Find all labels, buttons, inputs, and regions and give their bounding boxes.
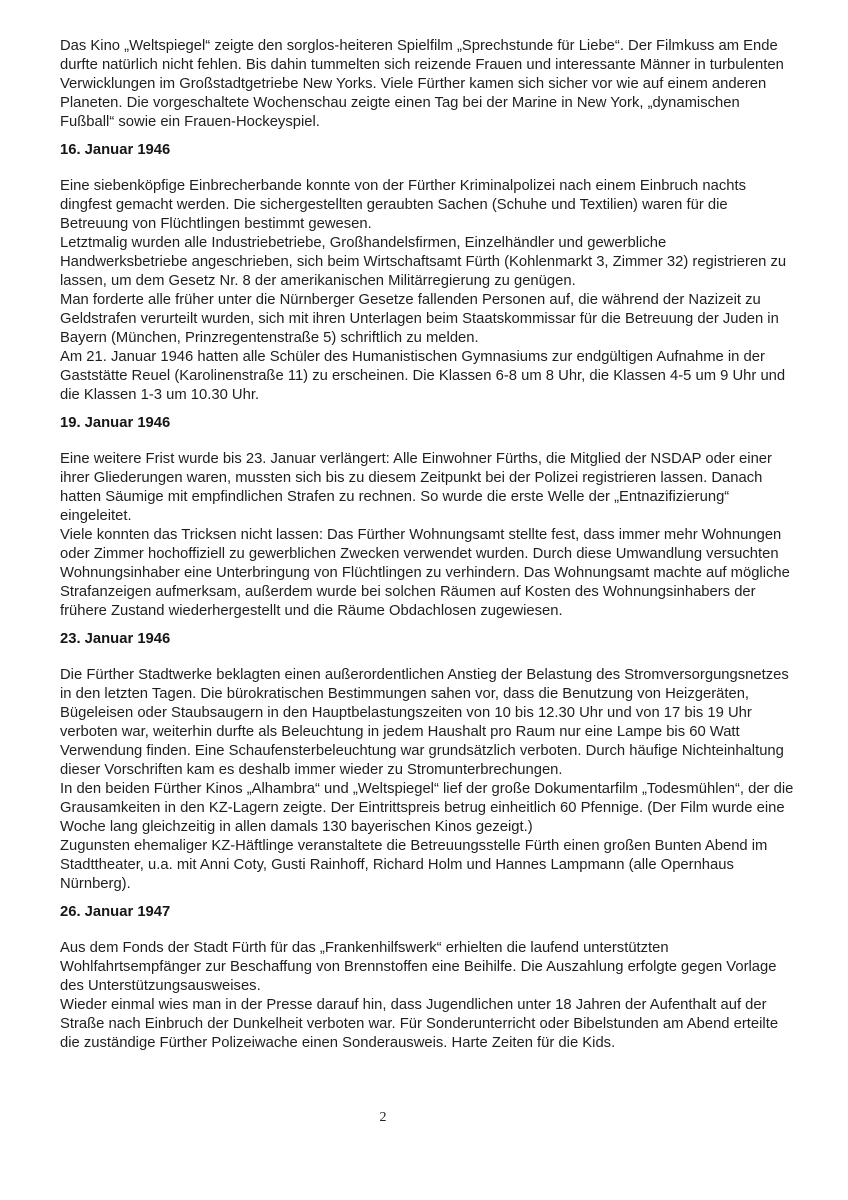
body-paragraph: In den beiden Fürther Kinos „Alhambra“ und „Weltspiegel“ lief der große Dokumentarfilm „Todesmühlen“, der die Grausamkeiten in den KZ-Lagern zeigte. Der Eintrittspreis betrug einheitlich 60 Pfennige. (Der Film wurde eine Woche lang gleichzeitig in allen damals 130 bayerischen Kinos gezeigt.) [60,781,794,835]
body-paragraph: Eine weitere Frist wurde bis 23. Januar verlängert: Alle Einwohner Fürths, die Mitglied der NSDAP oder einer ihrer Gliederungen waren, mussten sich bis zu diesem Zeitpunkt bei der Polizei registrieren lassen. Danach hatten Säumige mit empfindlichen Strafen zu rechnen. So wurde die erste Welle der „Entnazifizierung“ eingeleitet. [60,451,772,524]
body-paragraph: Man forderte alle früher unter die Nürnberger Gesetze fallenden Personen auf, die während der Nazizeit zu Geldstrafen verurteilt wurden, sich mit ihren Unterlagen beim Staatskommissar für die Betreuung der Juden in Bayern (München, Prinzregentenstraße 5) schriftlich zu melden. [60,292,779,346]
section-heading-23-januar-1946: 23. Januar 1946 [60,631,171,647]
body-paragraph: Viele konnten das Tricksen nicht lassen: Das Fürther Wohnungsamt stellte fest, dass immer mehr Wohnungen oder Zimmer hochoffiziell zu gewerblichen Zwecken verwendet wurden. Durch diese Umwandlung versuchten Wohnungsinhaber eine Unterbringung von Flüchtlingen zu verhindern. Das Wohnungsamt machte auf mögliche Strafanzeigen aufmerksam, außerdem wurde bei solchen Räumen auf Kosten des Wohnungsinhabers der frühere Zustand wiederhergestellt und die Räume Obdachlosen zugewiesen. [60,527,790,619]
intro-paragraph: Das Kino „Weltspiegel“ zeigte den sorglos-heiteren Spielfilm „Sprechstunde für Liebe“. Der Filmkuss am Ende durfte natürlich nicht fehlen. Bis dahin tummelten sich reizende Frauen und interessante Männer in turbulenten Verwicklungen im Großstadtgetriebe New Yorks. Viele Fürther kamen sich sicher vor wie auf einem anderen Planeten. Die vorgeschaltete Wochenschau zeigte einen Tag bei der Marine in New York, „dynamischen Fußball“ sowie ein Frauen-Hockeyspiel. [60,38,784,130]
section-heading-19-januar-1946: 19. Januar 1946 [60,415,171,431]
body-paragraph: Wieder einmal wies man in der Presse darauf hin, dass Jugendlichen unter 18 Jahren der Aufenthalt auf der Straße nach Einbruch der Dunkelheit verboten war. Für Sonderunterricht oder Bibelstunden am Abend erteilte die zuständige Fürther Polizeiwache einen Sonderausweis. Harte Zeiten für die Kids. [60,997,779,1051]
body-paragraph: Eine siebenköpfige Einbrecherbande konnte von der Fürther Kriminalpolizei nach einem Einbruch nachts dingfest gemacht werden. Die sichergestellten geraubten Sachen (Schuhe und Textilien) waren für die Betreuung von Flüchtlingen bestimmt gewesen. [60,178,746,232]
body-paragraph: Aus dem Fonds der Stadt Fürth für das „Frankenhilfswerk“ erhielten die laufend unterstützten Wohlfahrtsempfänger zur Beschaffung von Brennstoffen eine Beihilfe. Die Auszahlung erfolgte gegen Vorlage des Unterstützungsausweises. [60,940,777,994]
text-block [60,37,794,1053]
body-paragraph: Die Fürther Stadtwerke beklagten einen außerordentlichen Anstieg der Belastung des Stromversorgungsnetzes in den letzten Tagen. Die bürokratischen Bestimmungen sahen vor, dass die Benutzung von Heizgeräten, Bügeleisen oder Staubsaugern in den Hauptbelastungszeiten von 10 bis 12.30 Uhr und von 17 bis 19 Uhr verboten war, weiterhin durfte als Beleuchtung in jedem Haushalt pro Raum nur eine Lampe bis 60 Watt Verwendung finden. Eine Schaufensterbeleuchtung war grundsätzlich verboten. Durch häufige Nichteinhaltung dieser Vorschriften kam es deshalb immer wieder zu Stromunterbrechungen. [60,667,789,778]
section-heading-16-januar-1946: 16. Januar 1946 [60,142,171,158]
body-paragraph: Letztmalig wurden alle Industriebetriebe, Großhandelsfirmen, Einzelhändler und gewerbliche Handwerksbetriebe angeschrieben, sich beim Wirtschaftsamt Fürth (Kohlenmarkt 3, Zimmer 32) registrieren zu lassen, um dem Gesetz Nr. 8 der amerikanischen Militärregierung zu genügen. [60,235,787,289]
page-number: 2 [379,1110,387,1125]
section-heading-26-januar-1947: 26. Januar 1947 [60,904,171,920]
body-paragraph: Am 21. Januar 1946 hatten alle Schüler des Humanistischen Gymnasiums zur endgültigen Aufnahme in der Gaststätte Reuel (Karolinenstraße 11) zu erscheinen. Die Klassen 6-8 um 8 Uhr, die Klassen 4-5 um 9 Uhr und die Klassen 1-3 um 10.30 Uhr. [60,349,786,403]
body-paragraph: Zugunsten ehemaliger KZ-Häftlinge veranstaltete die Betreuungsstelle Fürth einen großen Bunten Abend im Stadttheater, u.a. mit Anni Coty, Gusti Rainhoff, Richard Holm und Hannes Lampmann (alle Opernhaus Nürnberg). [60,838,768,892]
